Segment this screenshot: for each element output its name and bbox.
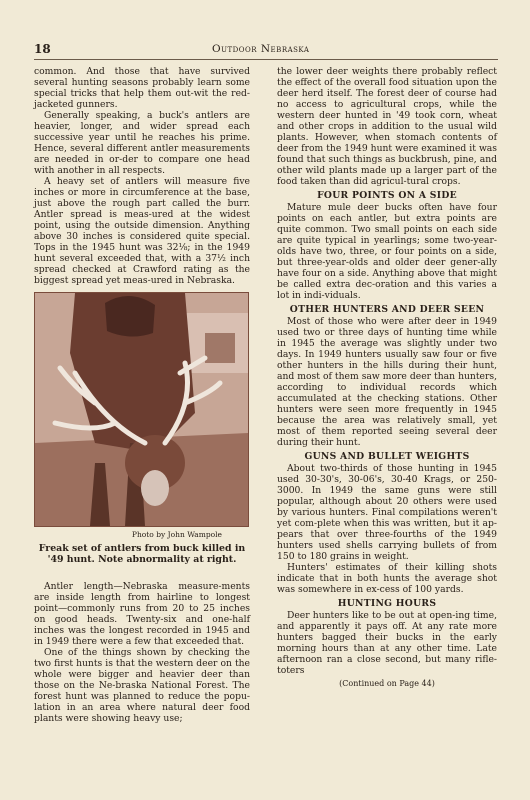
left-paragraph: One of the things shown by checking the two first hunts is that the western deer on the whole were bigger and heavier deer than those on the Ne-braska National Forest. The forest hunt was planned to reduce the popu-lation in an area where natural deer food plants were showing heavy use; [34, 647, 250, 724]
magazine-title: Outdoor Nebraska [212, 43, 310, 55]
antler-photo-illustration [35, 293, 248, 526]
antler-photo [34, 292, 249, 527]
left-paragraph: A heavy set of antlers will measure five inches or more in circumference at the base, just above the rough part called the burr. Antler spread is meas-ured at the widest point, using the outside dimension. Anything above 30 inches is considered quite special. Tops in the 1945 hunt was 32⅛; in the 1949 hunt several exceeded that, with a 37½ inch spread checked at Crawford rating as the biggest spread yet meas-ured in Nebraska. [34, 176, 250, 286]
photo-credit: Photo by John Wampole [131, 530, 222, 539]
section-heading: FOUR POINTS ON A SIDE [317, 190, 457, 201]
page-header [34, 40, 498, 58]
header-rule [34, 59, 498, 60]
page-number: 18 [34, 42, 51, 56]
section-heading: GUNS AND BULLET WEIGHTS [304, 451, 470, 462]
right-paragraph: the lower deer weights there probably reflect the effect of the overall food situation upon the deer herd itself. The forest deer of course had no access to agricultural crops, while the western deer hunted in '49 took corn, wheat and other crops in addition to the usual wild plants. However, when stomach contents of deer from the 1949 hunt were examined it was found that such things as buckbrush, pine, and other wild plants made up a larger part of the food taken than did agricul-tural crops. [277, 66, 497, 187]
right-paragraph: Deer hunters like to be out at open-ing time, and apparently it pays off. At any rate more hunters bagged their bucks in the early morning hours than at any other time. Late afternoon ran a close second, but many rifle-toters [277, 610, 497, 676]
continued-note: (Continued on Page 44) [339, 679, 435, 688]
left-paragraph: Antler length—Nebraska measure-ments are inside length from hairline to longest point—commonly runs from 20 to 25 inches on good heads. Twenty-six and one-half inches was the longest recorded in 1945 and in 1949 there were a few that exceeded that. [34, 581, 250, 647]
left-column [34, 66, 250, 724]
left-paragraph: Generally speaking, a buck's antlers are heavier, longer, and wider spread each successive year until he reaches his prime. Hence, several different antler measurements are needed in or-der to compare one head with another in all respects. [34, 110, 250, 176]
left-paragraph: common. And those that have survived several hunting seasons probably learn some special tricks that help them out-wit the red-jacketed gunners. [34, 66, 250, 110]
section-heading: HUNTING HOURS [337, 598, 437, 609]
right-paragraph: Most of those who were after deer in 1949 used two or three days of hunting time while in 1945 the average was slightly under two days. In 1949 hunters usually saw four or five other hunters in the hills during their hunt, and most of them saw more deer than hunters, according to individual records which accumulated at the checking stations. Other hunters were seen more frequently in 1945 because the area was relatively small, yet most of them reported seeing several deer during their hunt. [277, 316, 497, 448]
right-column [277, 66, 497, 689]
right-paragraph: About two-thirds of those hunting in 1945 used 30-30's, 30-06's, 30-40 Krags, or 250-3000. In 1949 the same guns were still popular, although about 20 others were used by various hunters. Final compilations weren't yet com-plete when this was written, but it ap-pears that over three-fourths of the 1949 hunters used shells carrying bullets of from 150 to 180 grains in weight. [277, 463, 497, 562]
section-heading: OTHER HUNTERS AND DEER SEEN [289, 304, 485, 315]
right-paragraph: Hunters' estimates of their killing shots indicate that in both hunts the average shot was somewhere in ex-cess of 100 yards. [277, 562, 497, 595]
photo-caption: Freak set of antlers from buck killed in '49 hunt. Note abnormality at right. [38, 543, 246, 565]
right-paragraph: Mature mule deer bucks often have four points on each antler, but extra points are quite common. Two small points on each side are quite typical in yearlings; some two-year-olds have two, three, or four points on a side, but three-year-olds and older deer gener-ally have four on a side. Anything above that might be called extra dec-oration and this varies a lot in indi-viduals. [277, 202, 497, 301]
